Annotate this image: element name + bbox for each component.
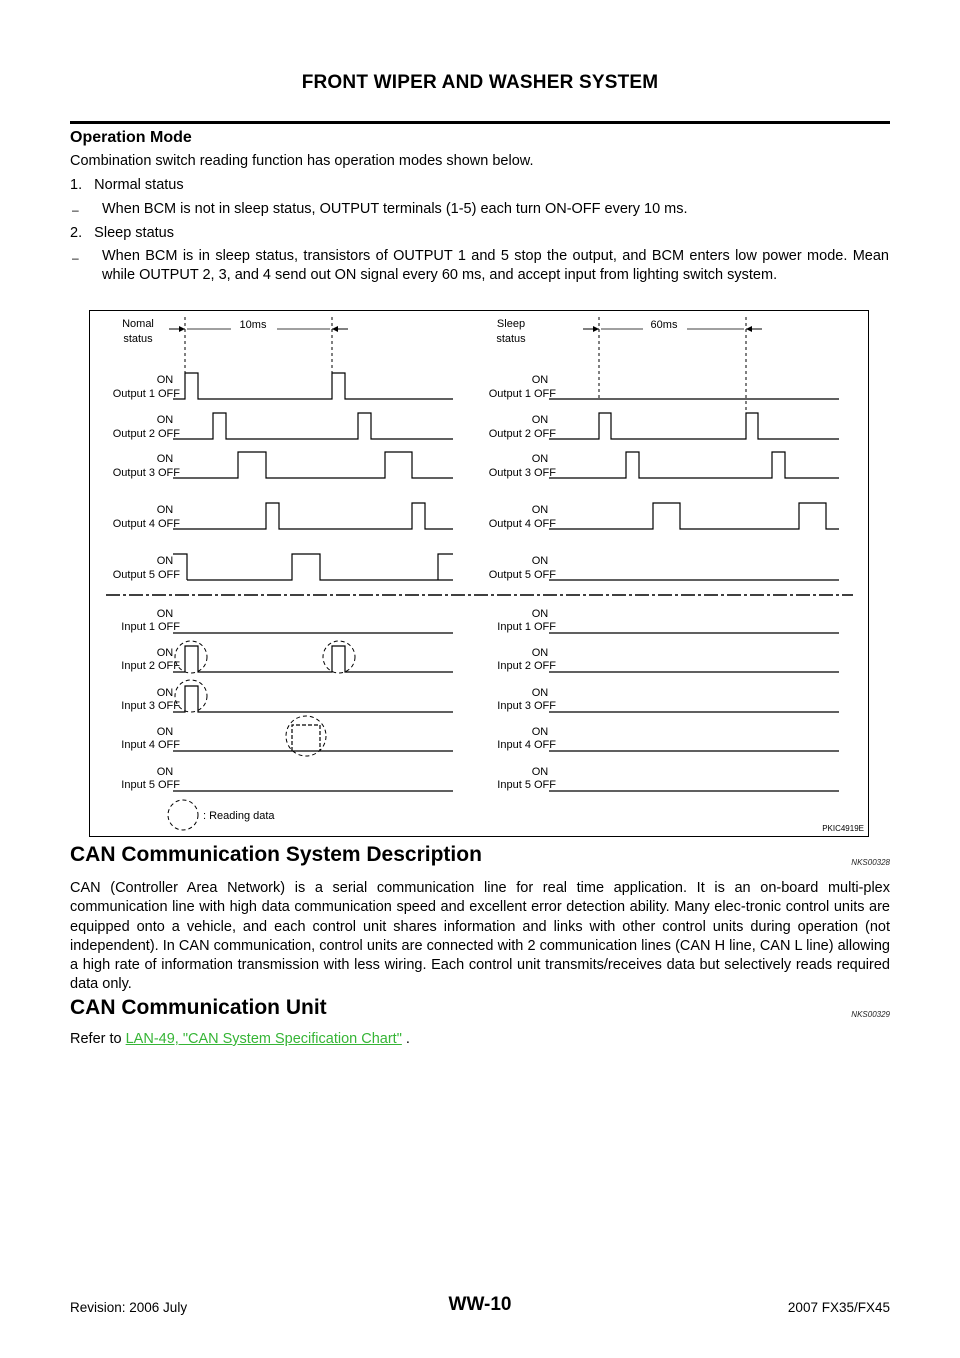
output-label: Output 1 OFF bbox=[488, 388, 556, 400]
period-arrow-head bbox=[332, 326, 338, 332]
input-label: Input 4 OFF bbox=[497, 739, 556, 751]
reading-data-circle bbox=[175, 680, 207, 712]
on-label: ON bbox=[531, 374, 549, 386]
input-waveform bbox=[173, 686, 453, 712]
period-arrow-head bbox=[593, 326, 599, 332]
input-waveform bbox=[173, 646, 453, 672]
output-waveform bbox=[549, 452, 839, 478]
can-unit-refer bbox=[70, 1030, 890, 1049]
period-arrow-head bbox=[179, 326, 185, 332]
output-label: Output 4 OFF bbox=[112, 518, 180, 530]
figure-code: PKIC4919E bbox=[822, 824, 864, 833]
sleep-status-detail: When BCM is in sleep status, transistors of OUTPUT 1 and 5 stop the output, and BCM enters low power mode. Mean while OUTPUT 2, 3, and 4 send out ON signal every 60 ms, and accept input from lighting switch system. bbox=[102, 248, 889, 283]
output-label: Output 3 OFF bbox=[112, 467, 180, 479]
normal-status-label: status bbox=[123, 333, 153, 345]
refer-suffix: . bbox=[401, 1031, 410, 1047]
output-waveform bbox=[549, 413, 839, 439]
normal-status-item: 1. Normal status bbox=[70, 177, 184, 193]
on-label: ON bbox=[156, 453, 174, 465]
operation-mode-heading: Operation Mode bbox=[70, 129, 192, 146]
sleep-status-label: status bbox=[496, 333, 526, 345]
on-label: ON bbox=[531, 687, 549, 699]
on-label: ON bbox=[531, 504, 549, 516]
on-label: ON bbox=[531, 766, 549, 778]
output-label: Output 2 OFF bbox=[488, 428, 556, 440]
timing-diagram bbox=[89, 310, 869, 837]
legend-reading-data-circle bbox=[168, 800, 198, 830]
on-label: ON bbox=[156, 374, 174, 386]
output-waveform bbox=[549, 503, 839, 529]
output-waveform bbox=[173, 503, 453, 529]
input-label: Input 2 OFF bbox=[121, 660, 180, 672]
input-label: Input 1 OFF bbox=[121, 621, 180, 633]
on-label: ON bbox=[531, 453, 549, 465]
footer-model: 2007 FX35/FX45 bbox=[787, 1300, 890, 1315]
input-label: Input 3 OFF bbox=[497, 700, 556, 712]
input-label: Input 2 OFF bbox=[497, 660, 556, 672]
input-label: Input 1 OFF bbox=[497, 621, 556, 633]
on-label: ON bbox=[531, 647, 549, 659]
on-label: ON bbox=[156, 766, 174, 778]
on-label: ON bbox=[156, 687, 174, 699]
on-label: ON bbox=[156, 608, 174, 620]
output-waveform bbox=[187, 554, 453, 580]
output-label: Output 2 OFF bbox=[112, 428, 180, 440]
input-label: Input 4 OFF bbox=[121, 739, 180, 751]
can-description-heading: CAN Communication System Description bbox=[70, 843, 482, 866]
footer-revision: Revision: 2006 July bbox=[70, 1300, 188, 1315]
dash-bullet: – bbox=[72, 203, 79, 217]
on-label: ON bbox=[156, 726, 174, 738]
normal-status-label: Nomal bbox=[122, 318, 154, 330]
output-label: Output 5 OFF bbox=[488, 569, 556, 581]
header-rule bbox=[70, 121, 890, 124]
output-waveform bbox=[438, 554, 453, 580]
timing-diagram-svg bbox=[90, 311, 867, 835]
page-title: FRONT WIPER AND WASHER SYSTEM bbox=[301, 72, 659, 93]
on-label: ON bbox=[531, 608, 549, 620]
output-waveform bbox=[173, 413, 453, 439]
output-label: Output 4 OFF bbox=[488, 518, 556, 530]
can-unit-heading: CAN Communication Unit bbox=[70, 996, 327, 1019]
dash-bullet: – bbox=[72, 251, 79, 265]
output-waveform bbox=[173, 452, 453, 478]
input-waveform bbox=[292, 725, 320, 751]
can-description-code: NKS00328 bbox=[851, 858, 890, 867]
can-unit-code: NKS00329 bbox=[851, 1010, 890, 1019]
sleep-status-label: Sleep bbox=[496, 318, 526, 330]
on-label: ON bbox=[156, 414, 174, 426]
output-label: Output 3 OFF bbox=[488, 467, 556, 479]
output-waveform bbox=[173, 373, 453, 399]
input-label: Input 3 OFF bbox=[121, 700, 180, 712]
input-label: Input 5 OFF bbox=[497, 779, 556, 791]
input-label: Input 5 OFF bbox=[121, 779, 180, 791]
operation-mode-intro: Combination switch reading function has operation modes shown below. bbox=[70, 153, 534, 169]
sleep-period-label: 60ms bbox=[650, 319, 678, 331]
on-label: ON bbox=[531, 414, 549, 426]
can-description-body: CAN (Controller Area Network) is a serial communication line for real time application. It is an on-board multi-plex communication line with high data communication speed and excellent error detection ability. Many elec-tronic control units are equipped onto a vehicle, and each control unit shares information and links with other control units during operation (not independent). In CAN communication, control units are connected with 2 communication lines (CAN H line, CAN L line) allowing a high rate of information transmission with less wiring. Each control unit transmits/receives data but selectively reads required data only. bbox=[70, 880, 890, 993]
legend-label: : Reading data bbox=[203, 810, 275, 822]
refer-prefix: Refer to bbox=[70, 1031, 126, 1047]
lan-49-link[interactable]: LAN-49, "CAN System Specification Chart" bbox=[125, 1031, 402, 1047]
on-label: ON bbox=[156, 647, 174, 659]
on-label: ON bbox=[156, 504, 174, 516]
normal-period-label: 10ms bbox=[239, 319, 267, 331]
output-label: Output 1 OFF bbox=[112, 388, 180, 400]
on-label: ON bbox=[531, 555, 549, 567]
output-label: Output 5 OFF bbox=[112, 569, 180, 581]
sleep-status-item: 2. Sleep status bbox=[70, 225, 174, 241]
on-label: ON bbox=[156, 555, 174, 567]
footer-page-number: WW-10 bbox=[448, 1294, 512, 1315]
on-label: ON bbox=[531, 726, 549, 738]
normal-status-detail: When BCM is not in sleep status, OUTPUT terminals (1-5) each turn ON-OFF every 10 ms. bbox=[102, 201, 688, 217]
period-arrow-head bbox=[746, 326, 752, 332]
